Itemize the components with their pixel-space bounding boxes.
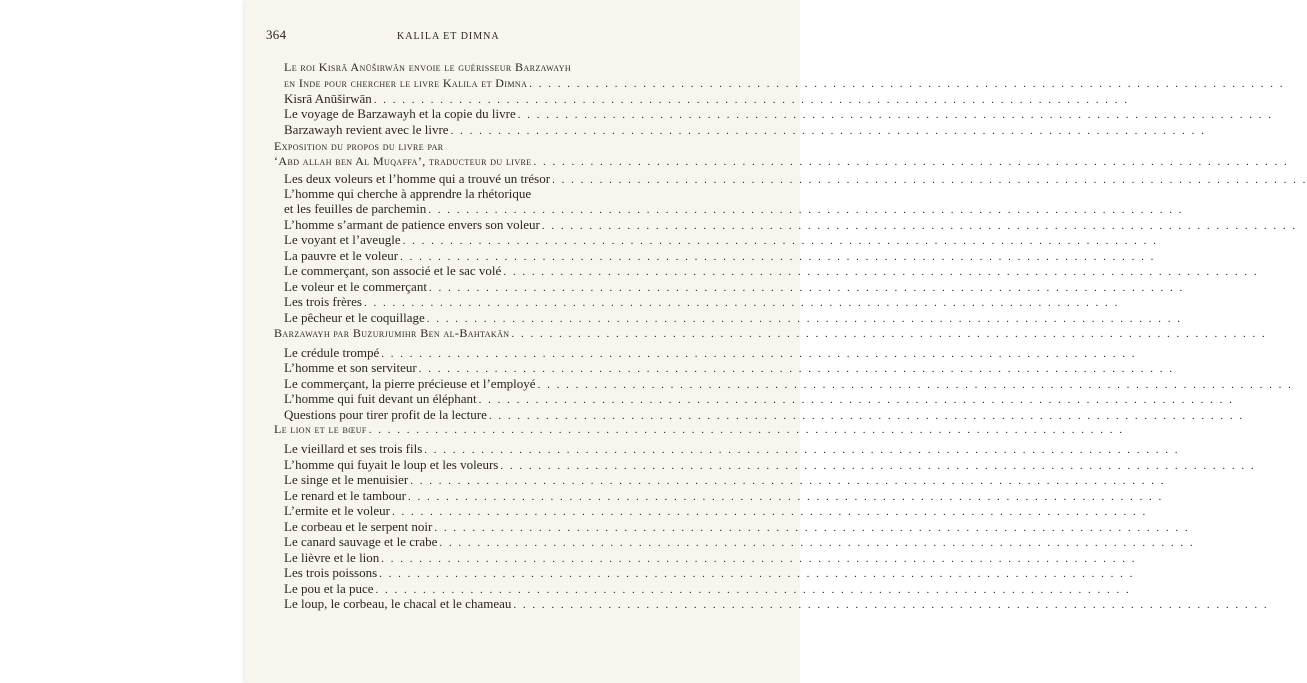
dot-leader: . . . . . . . . . . . . . . . . . . . . . . . . . . . . . . . . . . . . . . . . . . . . . . . . . . . . . . . . . . . . . . . . . . . . . . . . . . . . . . . .	[381, 553, 1137, 565]
dot-leader: . . . . . . . . . . . . . . . . . . . . . . . . . . . . . . . . . . . . . . . . . . . . . . . . . . . . . . . . . . . . . . . . . . . . . . . . . . . . . . . .	[400, 251, 1156, 263]
toc-entry-title: L’homme s’armant de patience envers son voleur	[284, 217, 540, 232]
toc-entry-title: Le singe et le menuisier	[284, 472, 409, 487]
dot-leader: . . . . . . . . . . . . . . . . . . . . . . . . . . . . . . . . . . . . . . . . . . . . . . . . . . . . . . . . . . . . . . . . . . . . . . . . . . . . . . . .	[426, 313, 1183, 325]
toc-entry-title: Barzawayh par Buzurjumihr Ben al-Bahtakān	[274, 326, 510, 340]
toc-section-entry	[274, 326, 1267, 342]
toc-entry-title: Le corbeau et le serpent noir	[284, 519, 433, 534]
toc-entry	[284, 534, 1195, 551]
toc-entry	[284, 441, 1180, 458]
dot-leader: . . . . . . . . . . . . . . . . . . . . . . . . . . . . . . . . . . . . . . . . . . . . . . . . . . . . . . . . . . . . . . . . . . . . . . . . . . . . . . . .	[500, 460, 1256, 472]
dot-leader: . . . . . . . . . . . . . . . . . . . . . . . . . . . . . . . . . . . . . . . . . . . . . . . . . . . . . . . . . . . . . . . . . . . . . . . . . . . . . . . .	[434, 522, 1190, 534]
toc-entry-title: Le voyant et l’aveugle	[284, 232, 401, 247]
toc-entry-title: Exposition du propos du livre par	[274, 139, 444, 153]
toc-entry-title: La pauvre et le voleur	[284, 248, 399, 263]
toc-entry-title: Le lion et le bœuf	[274, 422, 367, 436]
running-title: KALILA ET DIMNA	[397, 31, 500, 42]
toc-entry-title: Le vieillard et ses trois fils	[284, 441, 423, 456]
dot-leader: . . . . . . . . . . . . . . . . . . . . . . . . . . . . . . . . . . . . . . . . . . . . . . . . . . . . . . . . . . . . . . . . . . . . . . . . . . . . . . . .	[517, 109, 1273, 121]
dot-leader: . . . . . . . . . . . . . . . . . . . . . . . . . . . . . . . . . . . . . . . . . . . . . . . . . . . . . . . . . . . . . . . . . . . . . . . . . . . . . . . .	[428, 204, 1184, 216]
toc-entry	[284, 106, 1273, 123]
toc-entry	[284, 565, 1135, 582]
toc-entry-title: Le canard sauvage et le crabe	[284, 534, 438, 549]
toc-section-entry	[274, 139, 586, 154]
dot-leader: . . . . . . . . . . . . . . . . . . . . . . . . . . . . . . . . . . . . . . . . . . . . . . . . . . . . . . . . . . . . . . . . . . . . . . . . . . . . . . . .	[375, 584, 1131, 596]
toc-entry-title: Les deux voleurs et l’homme qui a trouvé un trésor	[284, 171, 551, 186]
toc-entry-title: Le voyage de Barzawayh et la copie du livre	[284, 106, 516, 121]
toc-entry-title: L’homme qui cherche à apprendre la rhétorique	[284, 186, 532, 201]
dot-leader: . . . . . . . . . . . . . . . . . . . . . . . . . . . . . . . . . . . . . . . . . . . . . . . . . . . . . . . . . . . . . . . . . . . . . . . . . . . . . . . .	[373, 94, 1129, 106]
dot-leader: . . . . . . . . . . . . . . . . . . . . . . . . . . . . . . . . . . . . . . . . . . . . . . . . . . . . . . . . . . . . . . . . . . . . . . . . . . . . . . . .	[513, 599, 1269, 611]
toc-entry	[284, 294, 1120, 311]
page-number: 364	[266, 27, 287, 42]
toc-entry	[284, 76, 1285, 92]
toc-entry-title: Le pêcheur et le coquillage	[284, 310, 425, 325]
dot-leader: . . . . . . . . . . . . . . . . . . . . . . . . . . . . . . . . . . . . . . . . . . . . . . . . . . . . . . . . . . . . . . . . . . . . . . . . . . . . . . . .	[488, 410, 1245, 422]
toc-entry-title: ‘Abd allah ben Al Muqaffa’, traducteur du livre	[274, 154, 532, 168]
toc-entry-title: Les trois frères	[284, 294, 362, 309]
toc-entry-title: Le lièvre et le lion	[284, 550, 380, 565]
toc-entry	[284, 232, 1158, 249]
dot-leader: . . . . . . . . . . . . . . . . . . . . . . . . . . . . . . . . . . . . . . . . . . . . . . . . . . . . . . . . . . . . . . . . . . . . . . . . . . . . . . . .	[424, 444, 1180, 456]
toc-entry-title: Le commerçant, son associé et le sac volé	[284, 263, 502, 278]
toc-entry	[284, 391, 1234, 408]
dot-leader: . . . . . . . . . . . . . . . . . . . . . . . . . . . . . . . . . . . . . . . . . . . . . . . . . . . . . . . . . . . . . . . . . . . . . . . . . . . . . . . .	[529, 78, 1285, 90]
toc-entry-title: Le crédule trompé	[284, 345, 380, 360]
toc-entry	[284, 60, 586, 75]
dot-leader: . . . . . . . . . . . . . . . . . . . . . . . . . . . . . . . . . . . . . . . . . . . . . . . . . . . . . . . . . . . . . . . . . . . . . . . . . . . . . . . .	[381, 348, 1137, 360]
dot-leader: . . . . . . . . . . . . . . . . . . . . . . . . . . . . . . . . . . . . . . . . . . . . . . . . . . . . . . . . . . . . . . . . . . . . . . . . . . . . . . . .	[379, 568, 1135, 580]
toc-entry-title: L’homme qui fuyait le loup et les voleurs	[284, 457, 499, 472]
toc-entry-title: et les feuilles de parchemin	[284, 201, 427, 216]
toc-entry-title: Barzawayh revient avec le livre	[284, 122, 449, 137]
dot-leader: . . . . . . . . . . . . . . . . . . . . . . . . . . . . . . . . . . . . . . . . . . . . . . . . . . . . . . . . . . . . . . . . . . . . . . . . . . . . . . . .	[439, 537, 1195, 549]
dot-leader: . . . . . . . . . . . . . . . . . . . . . . . . . . . . . . . . . . . . . . . . . . . . . . . . . . . . . . . . . . . . . . . . . . . . . . . . . . . . . . . .	[402, 235, 1158, 247]
dot-leader: . . . . . . . . . . . . . . . . . . . . . . . . . . . . . . . . . . . . . . . . . . . . . . . . . . . . . . . . . . . . . . . . . . . . . . . . . . . . . . . .	[478, 394, 1234, 406]
dot-leader: . . . . . . . . . . . . . . . . . . . . . . . . . . . . . . . . . . . . . . . . . . . . . . . . . . . . . . . . . . . . . . . . . . . . . . . . . . . . . . . .	[418, 363, 1174, 375]
toc-entry-title: Le voleur et le commerçant	[284, 279, 427, 294]
dot-leader: . . . . . . . . . . . . . . . . . . . . . . . . . . . . . . . . . . . . . . . . . . . . . . . . . . . . . . . . . . . . . . . . . . . . . . . . . . . . . . . .	[363, 297, 1120, 309]
toc-entry	[284, 472, 1166, 489]
dot-leader: . . . . . . . . . . . . . . . . . . . . . . . . . . . . . . . . . . . . . . . . . . . . . . . . . . . . . . . . . . . . . . . . . . . . . . . . . . . . . . . .	[392, 506, 1148, 518]
dot-leader: . . . . . . . . . . . . . . . . . . . . . . . . . . . . . . . . . . . . . . . . . . . . . . . . . . . . . . . . . . . . . . . . . . . . . . . . . . . . . . . .	[428, 282, 1185, 294]
toc-entry-title: L’homme et son serviteur	[284, 360, 417, 375]
dot-leader: . . . . . . . . . . . . . . . . . . . . . . . . . . . . . . . . . . . . . . . . . . . . . . . . . . . . . . . . . . . . . . . . . . . . . . . . . . . . . . . .	[541, 220, 1298, 232]
dot-leader: . . . . . . . . . . . . . . . . . . . . . . . . . . . . . . . . . . . . . . . . . . . . . . . . . . . . . . . . . . . . . . . . . . . . . . . . . . . . . . . .	[533, 156, 1289, 168]
toc-section-entry	[274, 154, 1289, 170]
dot-leader: . . . . . . . . . . . . . . . . . . . . . . . . . . . . . . . . . . . . . . . . . . . . . . . . . . . . . . . . . . . . . . . . . . . . . . . . . . . . . . . .	[552, 174, 1307, 186]
toc-entry	[284, 503, 1148, 520]
toc-entry	[284, 201, 1184, 218]
dot-leader: . . . . . . . . . . . . . . . . . . . . . . . . . . . . . . . . . . . . . . . . . . . . . . . . . . . . . . . . . . . . . . . . . . . . . . . . . . . . . . . .	[511, 328, 1267, 340]
dot-leader: . . . . . . . . . . . . . . . . . . . . . . . . . . . . . . . . . . . . . . . . . . . . . . . . . . . . . . . . . . . . . . . . . . . . . . . . . . . . . . . .	[410, 475, 1166, 487]
dot-leader: . . . . . . . . . . . . . . . . . . . . . . . . . . . . . . . . . . . . . . . . . . . . . . . . . . . . . . . . . . . . . . . . . . . . . . . . . . . . . . . .	[537, 379, 1293, 391]
toc-entry	[284, 263, 1259, 280]
toc-entry	[284, 186, 586, 201]
toc-entry-title: Le pou et la puce	[284, 581, 374, 596]
toc-entry-title: Questions pour tirer profit de la lecture	[284, 407, 487, 422]
toc-entry-title: Kisrā Anūširwān	[284, 91, 372, 106]
toc-entry	[284, 360, 1174, 377]
dot-leader: . . . . . . . . . . . . . . . . . . . . . . . . . . . . . . . . . . . . . . . . . . . . . . . . . . . . . . . . . . . . . . . . . . . . . . . . . . . . . . . .	[503, 266, 1259, 278]
toc-entry	[284, 122, 1206, 139]
toc-entry-title: Le roi Kisrā Anūširwān envoie le guérisseur Barzawayh	[284, 60, 572, 74]
toc-entry	[284, 596, 1269, 613]
dot-leader: . . . . . . . . . . . . . . . . . . . . . . . . . . . . . . . . . . . . . . . . . . . . . . . . . . . . . . . . . . . . . . . . . . . . . . . . . . . . . . . .	[450, 125, 1206, 137]
dot-leader: . . . . . . . . . . . . . . . . . . . . . . . . . . . . . . . . . . . . . . . . . . . . . . . . . . . . . . . . . . . . . . . . . . . . . . . . . . . . . . . .	[408, 491, 1164, 503]
toc-entry-title: Le renard et le tambour	[284, 488, 406, 503]
toc-section-entry	[274, 422, 1124, 438]
toc-entry-title: L’homme qui fuit devant un éléphant	[284, 391, 477, 406]
toc-entry-title: Le loup, le corbeau, le chacal et le chameau	[284, 596, 512, 611]
toc-entry-title: L’ermite et le voleur	[284, 503, 391, 518]
toc-entry-title: Les trois poissons	[284, 565, 378, 580]
dot-leader: . . . . . . . . . . . . . . . . . . . . . . . . . . . . . . . . . . . . . . . . . . . . . . . . . . . . . . . . . . . . . . . . . . . . . . . . . . . . . . . .	[368, 424, 1124, 436]
toc-entry	[284, 310, 1183, 327]
toc-entry-title: en Inde pour chercher le livre Kalila et Dimna	[284, 76, 528, 90]
toc-entry-title: Le commerçant, la pierre précieuse et l’employé	[284, 376, 536, 391]
